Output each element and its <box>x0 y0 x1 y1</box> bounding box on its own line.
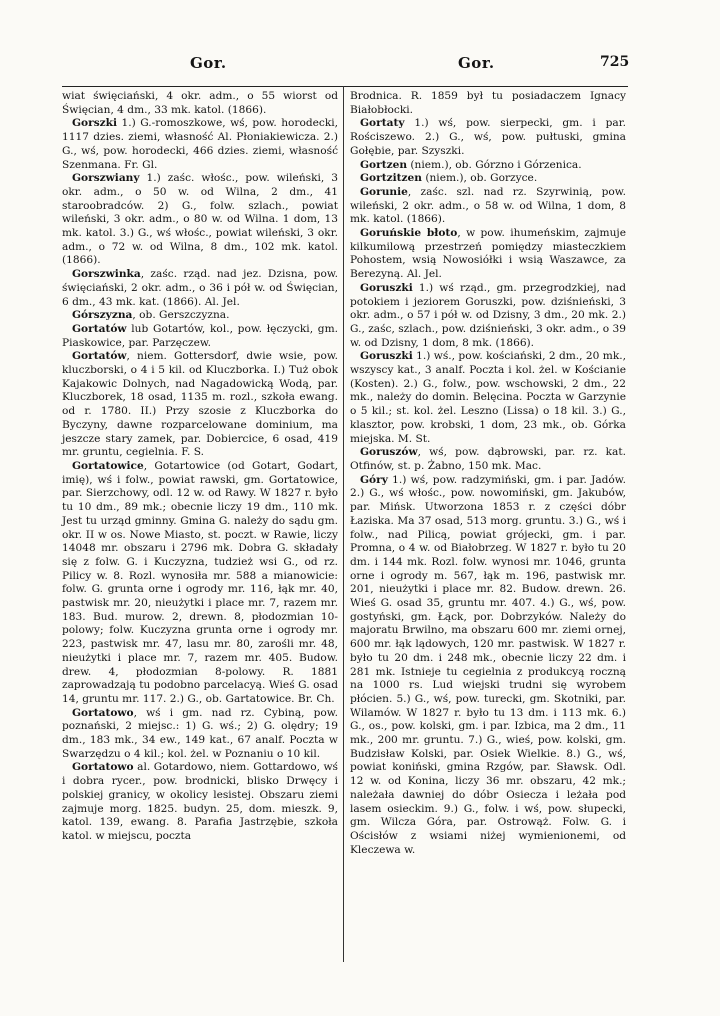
dictionary-entry <box>350 117 626 158</box>
dictionary-entry <box>62 90 338 117</box>
entry-text: lub Gotartów, kol., pow. łęczycki, gm. Piaskowice, par. Parzęczew. <box>62 322 338 349</box>
entry-headword: Goruszki <box>360 350 413 363</box>
entry-headword: Gortatów <box>72 322 127 335</box>
dictionary-entry <box>62 350 338 460</box>
entry-headword: Gortzitzen <box>360 172 422 185</box>
entry-text: wiat święciański, 4 okr. adm., o 55 wiorst od Święcian, 4 dm., 33 mk. katol. (1866). <box>62 90 338 116</box>
dictionary-entry <box>62 117 338 172</box>
entry-headword: Gorszwiany <box>72 172 140 185</box>
entry-text: (niem.), ob. Gorzyce. <box>421 172 538 185</box>
entry-text: 1.) zaśc. włośc., pow. wileński, 3 okr. adm., o 50 w. od Wilna, 2 dm., 41 staroobradców. 2) G., folw. szlach., powiat wileński, 3 okr. adm., o 80 w. od Wilna. 1 dom, 13 mk. katol. 3.) G., wś włośc., powiat wileński, 3 okr. adm., o 72 w. od Wilna, 8 dm., 102 mk. katol. (1866). <box>62 172 338 267</box>
entry-headword: Gortatów <box>72 350 127 363</box>
entry-text: , wś, pow. dąbrowski, par. rz. kat. Otfinów, st. p. Żabno, 150 mk. Mac. <box>350 446 626 472</box>
dictionary-entry <box>62 268 338 309</box>
entry-text: , zaśc. szl. nad rz. Szyrwinią, pow. wileński, 2 okr. adm., o 58 w. od Wilna, 1 dom, 8 mk. katol. (1866). <box>350 185 626 226</box>
running-header <box>0 54 720 78</box>
entry-headword: Gorunie <box>360 185 408 198</box>
entry-text: , niem. Gottersdorf, dwie wsie, pow. kluczborski, o 4 i 5 kil. od Kluczborka. I.) Tuż obok Kajakowic Dolnych, nad Nagadowicką Wodą, par. Kluczborek, 18 osad, 1135 m. rozl., szkoła ewang. od r. 1780. II.) Przy szosie z Kluczborka do Byczyny, dawne rozparcelowane dominium, ma jeszcze stary zamek, par. Dobiercice, 6 osad, 419 mr. gruntu, cegielnia. F. S. <box>62 350 338 459</box>
entry-headword: Gorszwinka <box>72 268 141 281</box>
entry-headword: Góry <box>360 473 388 486</box>
entry-text: , ob. Gerszczyzna. <box>132 309 230 322</box>
dictionary-entry <box>350 90 626 117</box>
entry-headword: Gortaty <box>360 117 405 130</box>
entry-text: , zaśc. rząd. nad jez. Dzisna, pow. święciański, 2 okr. adm., o 36 i pół w. od Święcian, 6 dm., 43 mk. kat. (1866). Al. Jel. <box>62 268 338 308</box>
dictionary-entry <box>350 227 626 282</box>
right-column <box>350 90 626 857</box>
entry-text: Brodnica. R. 1859 był tu posiadaczem Ignacy Białobłocki. <box>350 90 626 116</box>
entry-headword: Goruńskie błoto <box>360 227 458 240</box>
dictionary-entry <box>62 172 338 268</box>
dictionary-entry <box>350 474 626 858</box>
dictionary-entry <box>62 761 338 843</box>
page-number: 725 <box>600 54 630 70</box>
entry-headword: Górszyzna <box>72 309 133 322</box>
entry-text: 1.) wś rząd., gm. przegrodzkiej, nad potokiem i jeziorem Goruszki, pow. dziśnieński, 3 okr. adm., o 57 i pół w. od Dzisny, 3 dm., 20 mk. 2.) G., zaśc, szlach., pow. dziśnieński, 3 okr. adm., o 39 w. od Dzisny, 1 dom, 8 mk. (1866). <box>350 281 626 349</box>
dictionary-entry <box>62 309 338 323</box>
entry-text: 1.) wś, pow. sierpecki, gm. i par. Rościszewo. 2.) G., wś, pow. pułtuski, gmina Gołębie, par. Szyszki. <box>350 117 626 157</box>
entry-text: 1.) wś., pow. kościański, 2 dm., 20 mk., wszyscy kat., 3 analf. Poczta i kol. żel. w Kościanie (Kosten). 2.) G., folw., pow. wschowski, 2 dm., 22 mk., należy do domin. Belęcina. Poczta w Garzynie o 5 kil.; st. kol. żel. Leszno (Lissa) o 18 kil. 3.) G., klasztor, pow. krobski, 1 dom, 23 mk., ob. Górka miejska. M. St. <box>350 350 626 445</box>
entry-headword: Gortatowo <box>72 706 134 719</box>
entry-text: (niem.), ob. Górzno i Górzenica. <box>407 158 582 171</box>
dictionary-entry <box>350 172 626 186</box>
entry-headword: Gortzen <box>360 158 408 171</box>
entry-headword: Goruszki <box>360 281 413 294</box>
header-left-keyword: Gor. <box>190 54 227 72</box>
column-divider <box>343 86 344 962</box>
header-rule <box>62 86 628 87</box>
entry-text: , Gotartowice (od Gotart, Godart, imię), wś i folw., powiat rawski, gm. Gortatowice, par. Sierzchowy, odl. 12 w. od Rawy. W 1827 r. było tu 10 dm., 89 mk.; obecnie liczy 19 dm., 110 mk. Jest tu urząd gminny. Gmina G. należy do sądu gm. okr. II w os. Nowe Miasto, st. poczt. w Rawie, liczy 14048 mr. obszaru i 2796 mk. Dobra G. składały się z folw. G. i Kuczyzna, tudzież wsi G., od rz. Pilicy w. 8. Rozl. wynosiła mr. 588 a mianowicie: folw. G. grunta orne i ogrody mr. 116, łąk mr. 40, pastwisk mr. 20, nieużytki i place mr. 7, razem mr. 183. Bud. murow. 2, drewn. 8, płodozmian 10-polowy; folw. Kuczyzna grunta orne i ogrody mr. 223, pastwisk mr. 47, lasu mr. 80, zarośli mr. 48, nieużytki i place mr. 7, razem mr. 405. Budow. drew. 4, płodozmian 8-polowy. R. 1881 zaprowadzają tu podobno parcelacyą. Wieś G. osad 14, gruntu mr. 117. 2.) G., ob. Gartatowice. Br. Ch. <box>62 459 338 705</box>
entry-headword: Goruszów <box>360 446 418 459</box>
dictionary-entry <box>350 282 626 351</box>
entry-headword: Gorszki <box>72 117 118 130</box>
dictionary-entry <box>62 323 338 350</box>
entry-text: 1.) G.-romoszkowe, wś, pow. horodecki, 1117 dzies. ziemi, własność Al. Płoniakiewicza. 2.) G., wś, pow. horodecki, 466 dzies. ziemi, własność Szenmana. Fr. Gl. <box>62 117 338 171</box>
entry-text: 1.) wś, pow. radzymiński, gm. i par. Jadów. 2.) G., wś włośc., pow. nowomiński, gm. Jakubów, par. Mińsk. Utworzona 1853 r. z części dóbr Łaziska. Ma 37 osad, 513 morg. gruntu. 3.) G., wś i folw., nad Pilicą, powiat grójecki, gm. i par. Promna, o 4 w. od Białobrzeg. W 1827 r. było tu 20 dm. i 144 mk. Rozl. folw. wynosi mr. 1046, grunta orne i ogrody m. 567, łąk m. 196, pastwisk mr. 201, nieużytki i place mr. 82. Budow. drewn. 26. Wieś G. osad 35, gruntu mr. 407. 4.) G., wś, pow. gostyński, gm. Łąck, por. Dobrzyków. Należy do majoratu Brwilno, ma obszaru 600 mr. ziemi ornej, 600 mr. łąk lądowych, 120 mr. pastwisk. W 1827 r. było tu 20 dm. i 248 mk., obecnie liczy 22 dm. i 281 mk. Istnieje tu cegielnia z produkcyą roczną na 1000 rs. Lud wiejski trudni się wyrobem płócien. 5.) G., wś, pow. turecki, gm. Skotniki, par. Wilamów. W 1827 r. było tu 13 dm. i 113 mk. 6.) G., os., pow. kolski, gm. i par. Izbica, ma 2 dm., 11 mk., 200 mr. gruntu. 7.) G., wieś, pow. kolski, gm. Budzisław Kolski, par. Osiek Wielkie. 8.) G., wś, powiat koniński, gmina Rzgów, par. Sławsk. Odl. 12 w. od Konina, liczy 36 mr. obszaru, 42 mk.; należała dawniej do dóbr Osiecza i leżała pod lasem osieckim. 9.) G., folw. i wś, pow. słupecki, gm. Wilcza Góra, par. Ostrowąż. Folw. G. i Ościsłów z wsiami niżej wymienionemi, od Kleczewa w. <box>350 473 626 856</box>
entry-headword: Gortatowice <box>72 459 144 472</box>
dictionary-entry <box>350 159 626 173</box>
dictionary-entry <box>350 350 626 446</box>
header-middle-keyword: Gor. <box>458 54 495 72</box>
entry-headword: Gortatowo <box>72 761 134 774</box>
entry-text: , w pow. ihumeńskim, zajmuje kilkumilową przestrzeń pomiędzy miasteczkiem Pohostem, wsią Nowosiółki i wsią Waszawce, za Berezyną. Al. Jel. <box>350 227 626 281</box>
entry-text: , wś i gm. nad rz. Cybiną, pow. poznański, 2 miejsc.: 1) G. wś.; 2) G. olędry; 19 dm., 183 mk., 34 ew., 149 kat., 67 analf. Poczta w Swarzędzu o 4 kil.; kol. żel. w Poznaniu o 10 kil. <box>62 706 338 760</box>
entry-text: al. Gotardowo, niem. Gottardowo, wś i dobra rycer., pow. brodnicki, blisko Drwęcy i polskiej granicy, w okolicy lesistej. Obszaru ziemi zajmuje morg. 1825. budyn. 25, dom. mieszk. 9, katol. 139, ewang. 8. Parafia Jastrzębie, szkoła katol. w miejscu, poczta <box>62 761 338 842</box>
dictionary-entry <box>350 186 626 227</box>
dictionary-entry <box>62 707 338 762</box>
left-column <box>62 90 338 844</box>
dictionary-entry <box>62 460 338 707</box>
dictionary-entry <box>350 446 626 473</box>
